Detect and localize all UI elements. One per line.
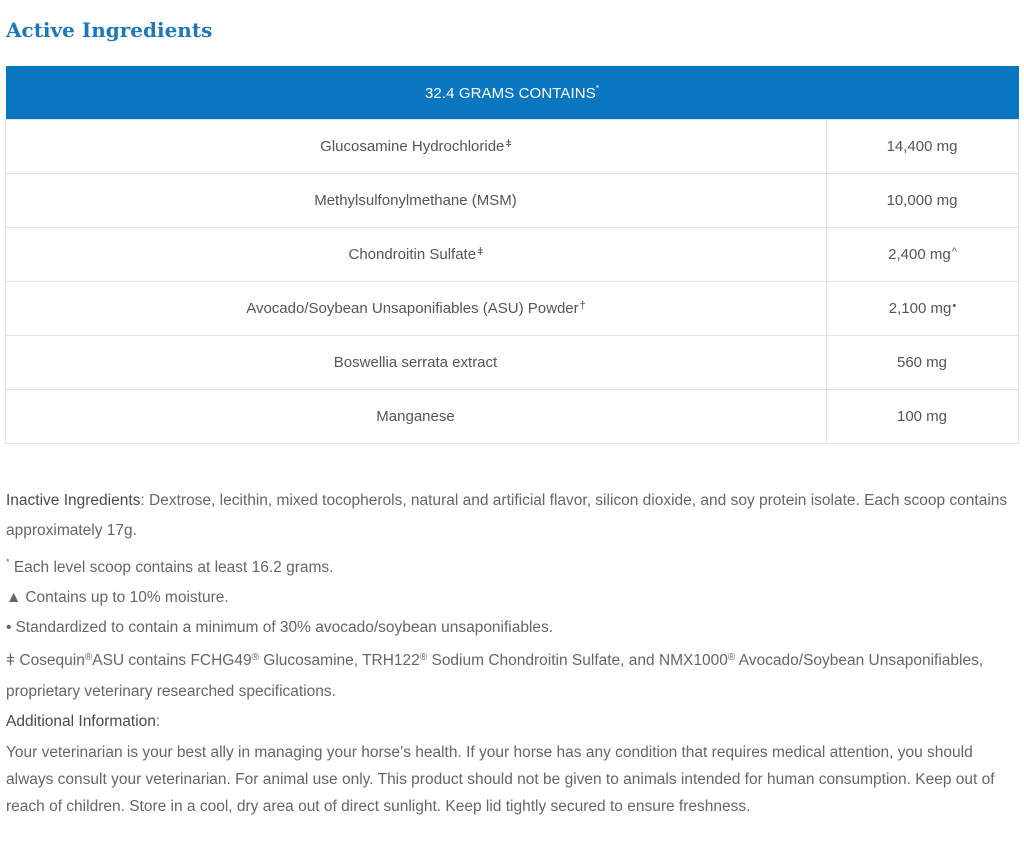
ingredient-amount: 2,100 mg: [888, 300, 952, 317]
ingredient-mark: ǂ: [477, 246, 484, 258]
double-dagger-mark: ǂ: [6, 652, 16, 670]
ingredient-name-cell: [6, 336, 827, 390]
triangle-icon: ▲: [6, 588, 22, 606]
ingredient-name-cell: [6, 390, 827, 444]
ingredient-name: Methylsulfonylmethane (MSM): [314, 192, 517, 209]
additional-info-label: Additional Information: [6, 713, 156, 731]
table-header-row: [6, 66, 1019, 120]
additional-info-text: Your veterinarian is your best ally in managing your horse’s health. If your horse has any condition that requires medical attention, you should always consult your veterinarian. For animal use only. This product should not be given to animals intended for human consumption. Keep out of reach of children. Store in a cool, dry area out of direct sunlight. Keep lid tightly secured to ensure freshness.: [6, 744, 995, 816]
ingredient-mark: †: [579, 300, 586, 312]
ingredient-amount: 2,400 mg: [888, 246, 951, 263]
cosequin-note: [6, 643, 1018, 707]
table-row: [6, 120, 1019, 174]
cosequin-text-1: Cosequin: [15, 652, 85, 670]
ingredient-name-cell: [6, 282, 827, 336]
registered-mark: ®: [727, 652, 736, 664]
ingredient-amount-cell: [827, 228, 1019, 282]
asterisk-mark: *: [6, 556, 10, 567]
ingredient-amount-cell: [827, 282, 1019, 336]
table-row: [6, 336, 1019, 390]
table-row: [6, 390, 1019, 444]
asu-note-text: Standardized to contain a minimum of 30% avocado/soybean unsaponifiables.: [15, 619, 554, 637]
ingredient-name-cell: [6, 228, 827, 282]
additional-info-heading: [6, 707, 1018, 737]
ingredient-amount-cell: [827, 120, 1019, 174]
cosequin-text-3: Glucosamine, TRH122: [258, 652, 420, 670]
ingredient-amount: 100 mg: [896, 408, 948, 425]
cosequin-text-4: Sodium Chondroitin Sulfate, and NMX1000: [427, 652, 728, 670]
scoop-note-text: Each level scoop contains at least 16.2 grams.: [13, 558, 334, 576]
header-asterisk: *: [595, 83, 600, 93]
ingredient-amount: 10,000 mg: [886, 192, 958, 209]
section-heading: Active Ingredients: [6, 18, 213, 42]
scoop-note: [6, 547, 1018, 583]
ingredient-amount-cell: [827, 390, 1019, 444]
ingredient-name: Manganese: [376, 408, 455, 425]
amount-mark: •: [952, 300, 957, 312]
registered-mark: ®: [419, 652, 428, 664]
ingredient-name: Boswellia serrata extract: [333, 354, 498, 371]
cosequin-text-2: ASU contains FCHG49: [92, 652, 252, 670]
ingredient-name: Glucosamine Hydrochloride: [320, 138, 505, 155]
bullet-icon: •: [6, 619, 12, 637]
ingredient-name: Avocado/Soybean Unsaponifiables (ASU) Powder: [246, 300, 579, 317]
table-header-text: 32.4 GRAMS CONTAINS: [424, 84, 596, 102]
ingredients-table: [5, 66, 1019, 444]
moisture-note: [6, 583, 1018, 613]
inactive-ingredients-note: [6, 486, 1018, 547]
moisture-note-text: Contains up to 10% moisture.: [25, 588, 229, 606]
table-row: [6, 174, 1019, 228]
inactive-ingredients-label: Inactive Ingredients: [6, 492, 141, 509]
inactive-ingredients-text: : Dextrose, lecithin, mixed tocopherols, natural and artificial flavor, silicon dioxide, and soy protein isolate. Each scoop contains approximately 17g.: [6, 492, 1008, 540]
additional-info-colon: :: [155, 713, 161, 731]
ingredient-mark: ǂ: [505, 138, 512, 150]
asu-note: [6, 613, 1018, 643]
ingredient-amount: 560 mg: [896, 354, 948, 371]
table-header: [6, 66, 1019, 120]
registered-mark: ®: [84, 652, 93, 664]
ingredient-amount-cell: [827, 174, 1019, 228]
table-row: [6, 282, 1019, 336]
ingredient-amount-cell: [827, 336, 1019, 390]
ingredient-amount: 14,400 mg: [886, 138, 958, 155]
registered-mark: ®: [251, 652, 259, 664]
notes-section: [6, 486, 1018, 820]
ingredient-name: Chondroitin Sulfate: [348, 246, 477, 263]
amount-mark: ^: [951, 246, 957, 258]
table-row: [6, 228, 1019, 282]
ingredient-name-cell: [6, 120, 827, 174]
cosequin-text-5: Avocado/Soybean Unsaponifiables, proprietary veterinary researched specifications.: [6, 652, 984, 700]
ingredient-name-cell: [6, 174, 827, 228]
